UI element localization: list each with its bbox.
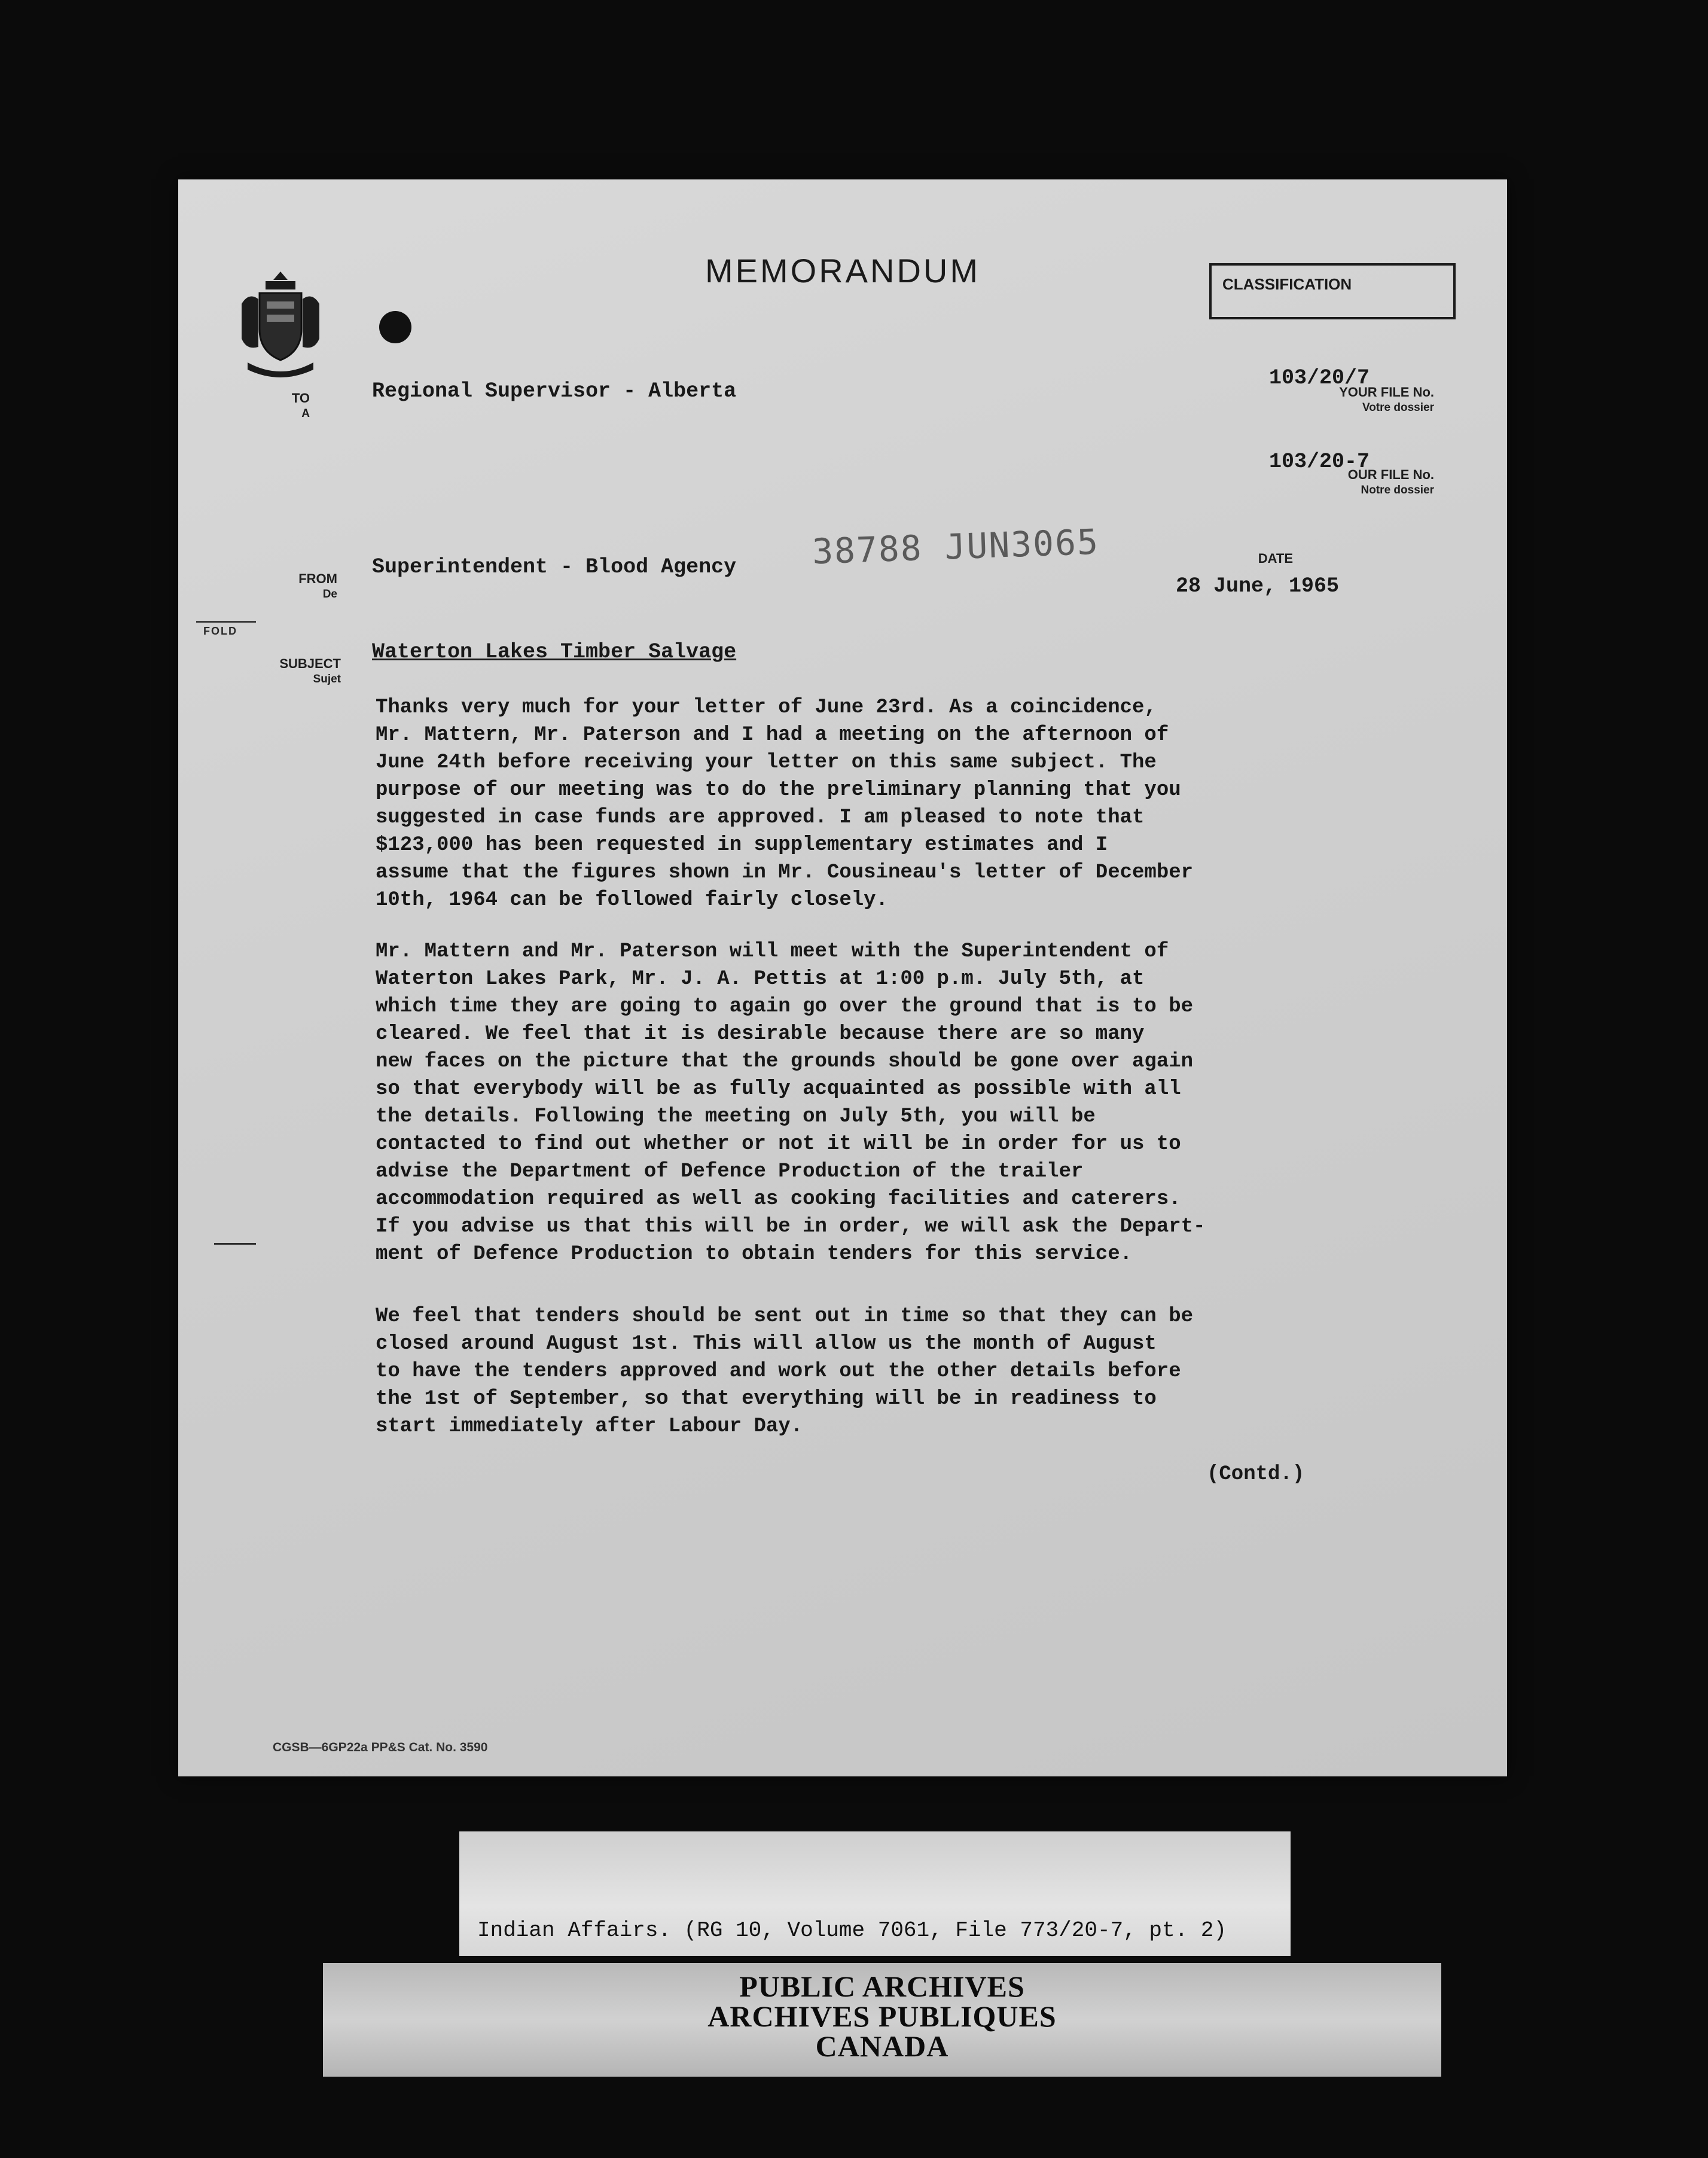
your-file-label-fr: Votre dossier bbox=[1362, 401, 1434, 414]
continued-note: (Contd.) bbox=[1207, 1463, 1305, 1486]
to-value: Regional Supervisor - Alberta bbox=[372, 379, 737, 403]
coat-of-arms-icon bbox=[236, 268, 325, 382]
archive-reference: Indian Affairs. (RG 10, Volume 7061, File 773/20-7, pt. 2) bbox=[477, 1918, 1227, 1943]
punch-hole-mark bbox=[379, 311, 411, 343]
from-label-fr: De bbox=[322, 588, 337, 601]
subject-label-en: SUBJECT bbox=[279, 656, 341, 671]
body-paragraph-1: Thanks very much for your letter of June 23rd. As a coincidence, Mr. Mattern, Mr. Paterson and I had a meeting on the afternoon of June 24th before receiving your letter on this same subject. The purpose of our meeting was to do the preliminary planning that you suggested in case funds are approved. I am pleased to note that $123,000 has been requested in supplementary estimates and I assume that the figures shown in Mr. Cousineau's letter of December 10th, 1964 can be followed fairly closely. bbox=[376, 696, 1194, 912]
catalogue-number: CGSB—6GP22a PP&S Cat. No. 3590 bbox=[273, 1741, 488, 1754]
date-value: 28 June, 1965 bbox=[1176, 574, 1340, 598]
our-file-label-en: OUR FILE No. bbox=[1347, 467, 1434, 482]
margin-dash bbox=[214, 1243, 256, 1245]
from-label-en: FROM bbox=[298, 571, 337, 586]
memo-title: MEMORANDUM bbox=[705, 252, 980, 289]
to-label-fr: A bbox=[301, 407, 310, 420]
subject-label bbox=[256, 656, 341, 687]
memorandum-sheet bbox=[178, 179, 1507, 1776]
our-file-value: 103/20-7 bbox=[1269, 450, 1370, 474]
body-paragraph-3: We feel that tenders should be sent out in time so that they can be closed around August 1st. This will allow us the month of August to have the tenders approved and work out the other details before the 1st of September, so that everything will be in readiness to start immediately after Labour Day. bbox=[376, 1305, 1194, 1438]
archive-line-2: ARCHIVES PUBLIQUES bbox=[707, 1999, 1057, 2033]
subject-value: Waterton Lakes Timber Salvage bbox=[372, 640, 737, 664]
received-stamp: 38788 JUN3065 bbox=[811, 521, 1100, 572]
fold-label: FOLD bbox=[203, 625, 237, 637]
our-file-label-fr: Notre dossier bbox=[1361, 484, 1434, 496]
fold-mark bbox=[196, 621, 256, 623]
from-label bbox=[268, 571, 337, 602]
to-label-en: TO bbox=[291, 391, 310, 406]
subject-label-fr: Sujet bbox=[313, 673, 341, 685]
from-value: Superintendent - Blood Agency bbox=[372, 555, 737, 579]
date-label: DATE bbox=[1258, 551, 1293, 566]
your-file-value: 103/20/7 bbox=[1269, 366, 1370, 390]
to-label bbox=[268, 390, 310, 421]
body-paragraph-2: Mr. Mattern and Mr. Paterson will meet with the Superintendent of Waterton Lakes Park, Mr. J. A. Pettis at 1:00 p.m. July 5th, at which time they are going to again go over the ground that is to be cleared. We feel that it is desirable because there are so many new faces on the picture that the grounds should be gone over again so that everybody will be as fully acquainted as possible with all the details. Following the meeting on July 5th, you will be contacted to find out whether or not it will be in order for us to advise the Department of Defence Production of the trailer accommodation required as well as cooking facilities and caterers. If you advise us that this will be in order, we will ask the Depart- ment of Defence Production to obtain tenders for this service. bbox=[376, 940, 1206, 1266]
archive-stamp-strip bbox=[323, 1963, 1441, 2077]
classification-box: CLASSIFICATION bbox=[1209, 263, 1456, 319]
archive-line-1: PUBLIC ARCHIVES bbox=[739, 1970, 1025, 2003]
archive-line-3: CANADA bbox=[815, 2029, 949, 2063]
archive-name bbox=[323, 1971, 1441, 2061]
your-file-label-en: YOUR FILE No. bbox=[1339, 385, 1434, 400]
archive-reference-strip bbox=[459, 1831, 1291, 1956]
